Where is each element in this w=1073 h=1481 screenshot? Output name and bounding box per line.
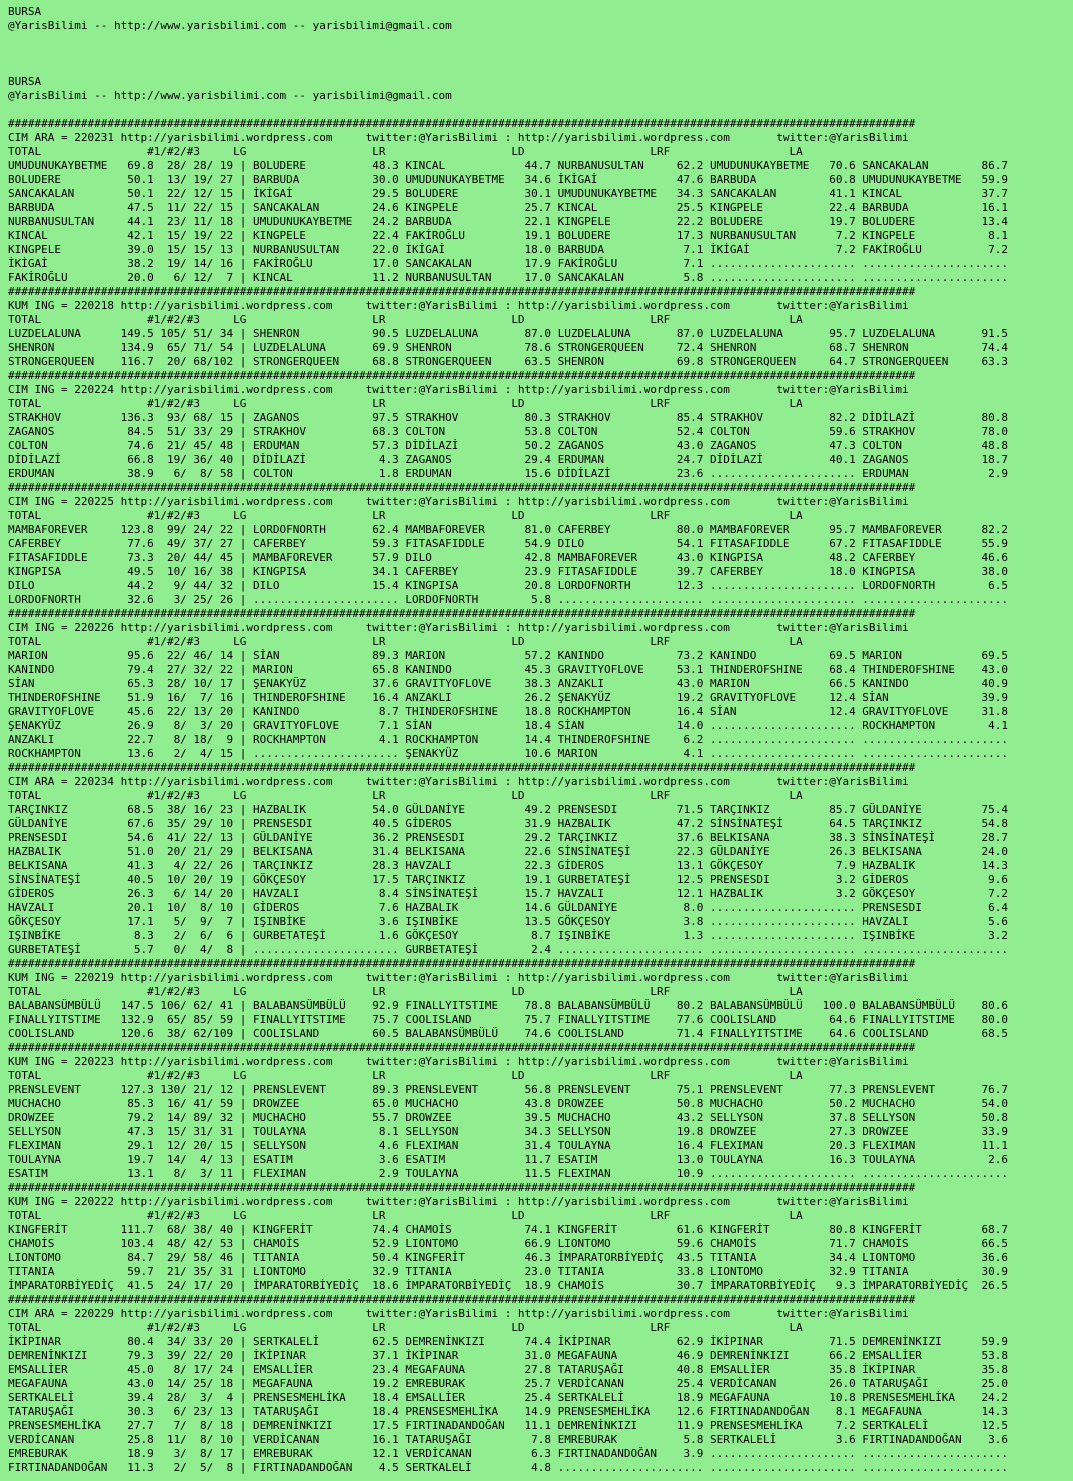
- text-line: #########################################################################################################################################: [8, 1041, 916, 1054]
- text-line: BARBUDA 47.5 11/ 22/ 15 | SANCAKALAN 24.6 KINGPELE 25.7 KINCAL 25.5 KINGPELE 22.4 BARBUDA 16.1: [8, 201, 1009, 214]
- text-line: ERDUMAN 38.9 6/ 8/ 58 | COLTON 1.8 ERDUMAN 15.6 DİDİLAZİ 23.6 ...................... ERDUMAN 2.9: [8, 467, 1009, 480]
- text-line: [8, 61, 1073, 75]
- text-line: TOTAL #1/#2/#3 LG LR LD LRF LA: [8, 1321, 803, 1334]
- text-line: EMSALLİER 45.0 8/ 17/ 24 | EMSALLİER 23.4 MEGAFAUNA 27.8 TATARUŞAĞI 40.8 EMSALLİER 35.8 İKİPINAR 35.8: [8, 1363, 1009, 1376]
- text-line: GÜLDANİYE 67.6 35/ 29/ 10 | PRENSESDI 40.5 GİDEROS 31.9 HAZBALIK 47.2 SİNSİNATEŞİ 64.5 TARÇINKIZ 54.8: [8, 817, 1009, 830]
- text-line: ZAGANOS 84.5 51/ 33/ 29 | STRAKHOV 68.3 COLTON 53.8 COLTON 52.4 COLTON 59.6 STRAKHOV 78.0: [8, 425, 1009, 438]
- text-line: SELLYSON 47.3 15/ 31/ 31 | TOULAYNA 8.1 SELLYSON 34.3 SELLYSON 19.8 DROWZEE 27.3 DROWZEE 33.9: [8, 1125, 1009, 1138]
- text-line: THINDEROFSHINE 51.9 16/ 7/ 16 | THINDEROFSHINE 16.4 ANZAKLI 26.2 ŞENAKYÜZ 19.2 GRAVITYOFLOVE 12.4 SİAN 39.9: [8, 691, 1009, 704]
- text-line: İMPARATORBİYEDİÇ 41.5 24/ 17/ 20 | İMPARATORBİYEDİÇ 18.6 İMPARATORBİYEDİÇ 18.9 CHAMOİS 30.7 İMPARATORBİYEDİÇ 9.3 İMPARATORBİYEDİÇ 26.5: [8, 1279, 1009, 1292]
- text-line: @YarisBilimi -- http://www.yarisbilimi.com -- yarisbilimi@gmail.com: [8, 19, 452, 32]
- text-line: KINGPISA 49.5 10/ 16/ 38 | KINGPISA 34.1 CAFERBEY 23.9 FITASAFIDDLE 39.7 CAFERBEY 18.0 KINGPISA 38.0: [8, 565, 1009, 578]
- text-line: LIONTOMO 84.7 29/ 58/ 46 | TITANIA 50.4 KINGFERİT 46.3 İMPARATORBİYEDİÇ 43.5 TITANIA 34.4 LIONTOMO 36.6: [8, 1251, 1009, 1264]
- text-line: FINALLYITSTIME 132.9 65/ 85/ 59 | FINALLYITSTIME 75.7 COOLISLAND 75.7 FINALLYITSTIME 77.6 COOLISLAND 64.6 FINALLYITSTIME 80.0: [8, 1013, 1009, 1026]
- text-line: STRONGERQUEEN 116.7 20/ 68/102 | STRONGERQUEEN 68.8 STRONGERQUEEN 63.5 SHENRON 69.8 STRONGERQUEEN 64.7 STRONGERQUEEN 63.3: [8, 355, 1009, 368]
- text-line: EMREBURAK 18.9 3/ 8/ 17 | EMREBURAK 12.1 VERDİCANAN 6.3 FIRTINADANDOĞAN 3.9 ...................... ......................: [8, 1447, 1009, 1460]
- text-line: FAKİROĞLU 20.0 6/ 12/ 7 | KINCAL 11.2 NURBANUSULTAN 17.0 SANCAKALAN 5.8 ...................... ......................: [8, 271, 1009, 284]
- text-line: HAZBALIK 51.0 20/ 21/ 29 | BELKISANA 31.4 BELKISANA 22.6 SİNSİNATEŞİ 22.3 GÜLDANİYE 26.3 BELKISANA 24.0: [8, 845, 1009, 858]
- text-line: KANINDO 79.4 27/ 32/ 22 | MARION 65.8 KANINDO 45.3 GRAVITYOFLOVE 53.1 THINDEROFSHINE 68.4 THINDEROFSHINE 43.0: [8, 663, 1009, 676]
- text-line: TOULAYNA 19.7 14/ 4/ 13 | ESATIM 3.6 ESATIM 11.7 ESATIM 13.0 TOULAYNA 16.3 TOULAYNA 2.6: [8, 1153, 1009, 1166]
- text-line: LUZDELALUNA 149.5 105/ 51/ 34 | SHENRON 90.5 LUZDELALUNA 87.0 LUZDELALUNA 87.0 LUZDELALUNA 95.7 LUZDELALUNA 91.5: [8, 327, 1009, 340]
- text-line: ESATIM 13.1 8/ 3/ 11 | FLEXIMAN 2.9 TOULAYNA 11.5 FLEXIMAN 10.9 ...................... ......................: [8, 1167, 1009, 1180]
- text-line: GÖKÇESOY 17.1 5/ 9/ 7 | IŞINBİKE 3.6 IŞINBİKE 13.5 GÖKÇESOY 3.8 ...................... HAVZALI 5.6: [8, 915, 1009, 928]
- text-line: HAVZALI 20.1 10/ 8/ 10 | GİDEROS 7.6 HAZBALIK 14.6 GÜLDANİYE 8.0 ...................... PRENSESDI 6.4: [8, 901, 1009, 914]
- text-line: PRENSESMEHLİKA 27.7 7/ 8/ 18 | DEMRENİNKIZI 17.5 FIRTINADANDOĞAN 11.1 DEMRENİNKIZI 11.9 PRENSESMEHLİKA 7.2 SERTKALELİ 12.5: [8, 1419, 1009, 1432]
- text-line: ŞENAKYÜZ 26.9 8/ 3/ 20 | GRAVITYOFLOVE 7.1 SİAN 18.4 SİAN 14.0 ...................... ROCKHAMPTON 4.1: [8, 719, 1009, 732]
- text-line: BURSA: [8, 75, 42, 88]
- text-line: SERTKALELİ 39.4 28/ 3/ 4 | PRENSESMEHLİKA 18.4 EMSALLİER 25.4 SERTKALELİ 18.9 MEGAFAUNA 10.8 PRENSESMEHLİKA 24.2: [8, 1391, 1009, 1404]
- text-line: TOTAL #1/#2/#3 LG LR LD LRF LA: [8, 789, 803, 802]
- text-line: KUM ING = 220223 http://yarisbilimi.wordpress.com twitter:@YarisBilimi : http://yarisbilimi.wordpress.com twitter:@YarisBilimi: [8, 1055, 909, 1068]
- text-line: GURBETATEŞİ 5.7 0/ 4/ 8 | ...................... GURBETATEŞİ 2.4 ...................... ...................... ......................: [8, 943, 1009, 956]
- text-line: DILO 44.2 9/ 44/ 32 | DILO 15.4 KINGPISA 20.8 LORDOFNORTH 12.3 ...................... LORDOFNORTH 6.5: [8, 579, 1009, 592]
- text-line: PRENSESDI 54.6 41/ 22/ 13 | GÜLDANİYE 36.2 PRENSESDI 29.2 TARÇINKIZ 37.6 BELKISANA 38.3 SİNSİNATEŞİ 28.7: [8, 831, 1009, 844]
- text-line: UMUDUNUKAYBETME 69.8 28/ 28/ 19 | BOLUDERE 48.3 KINCAL 44.7 NURBANUSULTAN 62.2 UMUDUNUKAYBETME 70.6 SANCAKALAN 86.7: [8, 159, 1009, 172]
- text-line: KINGPELE 39.0 15/ 15/ 13 | NURBANUSULTAN 22.0 İKİGAİ 18.0 BARBUDA 7.1 İKİGAİ 7.2 FAKİROĞLU 7.2: [8, 243, 1009, 256]
- text-line: #########################################################################################################################################: [8, 607, 916, 620]
- text-line: TOTAL #1/#2/#3 LG LR LD LRF LA: [8, 985, 803, 998]
- text-line: MAMBAFOREVER 123.8 99/ 24/ 22 | LORDOFNORTH 62.4 MAMBAFOREVER 81.0 CAFERBEY 80.0 MAMBAFOREVER 95.7 MAMBAFOREVER 82.2: [8, 523, 1009, 536]
- text-line: TOTAL #1/#2/#3 LG LR LD LRF LA: [8, 145, 803, 158]
- text-line: #########################################################################################################################################: [8, 761, 916, 774]
- text-line: LORDOFNORTH 32.6 3/ 25/ 26 | ...................... LORDOFNORTH 5.8 ...................... ...................... ......................: [8, 593, 1009, 606]
- text-line: IŞINBİKE 8.3 2/ 6/ 6 | GURBETATEŞİ 1.6 GÖKÇESOY 8.7 IŞINBİKE 1.3 ...................... IŞINBİKE 3.2: [8, 929, 1009, 942]
- text-line: #########################################################################################################################################: [8, 117, 916, 130]
- text-line: KUM ING = 220222 http://yarisbilimi.wordpress.com twitter:@YarisBilimi : http://yarisbilimi.wordpress.com twitter:@YarisBilimi: [8, 1195, 909, 1208]
- text-line: CIM ARA = 220231 http://yarisbilimi.wordpress.com twitter:@YarisBilimi : http://yarisbilimi.wordpress.com twitter:@YarisBilimi: [8, 131, 909, 144]
- text-line: SANCAKALAN 50.1 22/ 12/ 15 | İKİGAİ 29.5 BOLUDERE 30.1 UMUDUNUKAYBETME 34.3 SANCAKALAN 41.1 KINCAL 37.7: [8, 187, 1009, 200]
- text-line: CIM ING = 220225 http://yarisbilimi.wordpress.com twitter:@YarisBilimi : http://yarisbilimi.wordpress.com twitter:@YarisBilimi: [8, 495, 909, 508]
- text-line: İKİGAİ 38.2 19/ 14/ 16 | FAKİROĞLU 17.0 SANCAKALAN 17.9 FAKİROĞLU 7.1 ...................... ......................: [8, 257, 1009, 270]
- text-line: TOTAL #1/#2/#3 LG LR LD LRF LA: [8, 397, 803, 410]
- text-line: @YarisBilimi -- http://www.yarisbilimi.com -- yarisbilimi@gmail.com: [8, 89, 452, 102]
- text-line: COOLISLAND 120.6 38/ 62/109 | COOLISLAND 60.5 BALABANSÜMBÜLÜ 74.6 COOLISLAND 71.4 FINALLYITSTIME 64.6 COOLISLAND 68.5: [8, 1027, 1009, 1040]
- text-line: TATARUŞAĞI 30.3 6/ 23/ 13 | TATARUŞAĞI 18.4 PRENSESMEHLİKA 14.9 PRENSESMEHLİKA 12.6 FIRTINADANDOĞAN 8.1 MEGAFAUNA 14.3: [8, 1405, 1009, 1418]
- text-line: KINCAL 42.1 15/ 19/ 22 | KINGPELE 22.4 FAKİROĞLU 19.1 BOLUDERE 17.3 NURBANUSULTAN 7.2 KINGPELE 8.1: [8, 229, 1009, 242]
- text-line: CAFERBEY 77.6 49/ 37/ 27 | CAFERBEY 59.3 FITASAFIDDLE 54.9 DILO 54.1 FITASAFIDDLE 67.2 FITASAFIDDLE 55.9: [8, 537, 1009, 550]
- text-line: TOTAL #1/#2/#3 LG LR LD LRF LA: [8, 1069, 803, 1082]
- text-line: SİNSİNATEŞİ 40.5 10/ 20/ 19 | GÖKÇESOY 17.5 TARÇINKIZ 19.1 GURBETATEŞİ 12.5 PRENSESDI 3.2 GİDEROS 9.6: [8, 873, 1009, 886]
- text-line: KUM ING = 220218 http://yarisbilimi.wordpress.com twitter:@YarisBilimi : http://yarisbilimi.wordpress.com twitter:@YarisBilimi: [8, 299, 909, 312]
- text-line: CIM ING = 220224 http://yarisbilimi.wordpress.com twitter:@YarisBilimi : http://yarisbilimi.wordpress.com twitter:@YarisBilimi: [8, 383, 909, 396]
- text-line: [8, 33, 1073, 47]
- text-line: BALABANSÜMBÜLÜ 147.5 106/ 62/ 41 | BALABANSÜMBÜLÜ 92.9 FINALLYITSTIME 78.8 BALABANSÜMBÜLÜ 80.2 BALABANSÜMBÜLÜ 100.0 BALABANSÜMBÜLÜ 80.6: [8, 999, 1009, 1012]
- text-line: İKİPINAR 80.4 34/ 33/ 20 | SERTKALELİ 62.5 DEMRENİNKIZI 74.4 İKİPINAR 62.9 İKİPINAR 71.5 DEMRENİNKIZI 59.9: [8, 1335, 1009, 1348]
- text-line: CIM ARA = 220234 http://yarisbilimi.wordpress.com twitter:@YarisBilimi : http://yarisbilimi.wordpress.com twitter:@YarisBilimi: [8, 775, 909, 788]
- text-line: MARION 95.6 22/ 46/ 14 | SİAN 89.3 MARION 57.2 KANINDO 73.2 KANINDO 69.5 MARION 69.5: [8, 649, 1009, 662]
- text-line: VERDİCANAN 25.8 11/ 8/ 10 | VERDİCANAN 16.1 TATARUŞAĞI 7.8 EMREBURAK 5.8 SERTKALELİ 3.6 FIRTINADANDOĞAN 3.6: [8, 1433, 1009, 1446]
- text-line: BELKISANA 41.3 4/ 22/ 26 | TARÇINKIZ 28.3 HAVZALI 22.3 GİDEROS 13.1 GÖKÇESOY 7.9 HAZBALIK 14.3: [8, 859, 1009, 872]
- text-line: #########################################################################################################################################: [8, 1293, 916, 1306]
- text-line: SHENRON 134.9 65/ 71/ 54 | LUZDELALUNA 69.9 SHENRON 78.6 STRONGERQUEEN 72.4 SHENRON 68.7 SHENRON 74.4: [8, 341, 1009, 354]
- text-line: GRAVITYOFLOVE 45.6 22/ 13/ 20 | KANINDO 8.7 THINDEROFSHINE 18.8 ROCKHAMPTON 16.4 SİAN 12.4 GRAVITYOFLOVE 31.8: [8, 705, 1009, 718]
- text-line: TOTAL #1/#2/#3 LG LR LD LRF LA: [8, 313, 803, 326]
- text-line: #########################################################################################################################################: [8, 369, 916, 382]
- text-line: COLTON 74.6 21/ 45/ 48 | ERDUMAN 57.3 DİDİLAZİ 50.2 ZAGANOS 43.0 ZAGANOS 47.3 COLTON 48.8: [8, 439, 1009, 452]
- text-line: [8, 47, 1073, 61]
- text-line: ROCKHAMPTON 13.6 2/ 4/ 15 | ...................... ŞENAKYÜZ 10.6 MARION 4.1 ...................... ......................: [8, 747, 1009, 760]
- text-line: KINGFERİT 111.7 68/ 38/ 40 | KINGFERİT 74.4 CHAMOİS 74.1 KINGFERİT 61.6 KINGFERİT 80.8 KINGFERİT 68.7: [8, 1223, 1009, 1236]
- text-line: ANZAKLI 22.7 8/ 18/ 9 | ROCKHAMPTON 4.1 ROCKHAMPTON 14.4 THINDEROFSHINE 6.2 ...................... ......................: [8, 733, 1009, 746]
- text-line: #########################################################################################################################################: [8, 957, 916, 970]
- text-line: FIRTINADANDOĞAN 11.3 2/ 5/ 8 | FIRTINADANDOĞAN 4.5 SERTKALELİ 4.8 ...................... ...................... ......................: [8, 1461, 1009, 1474]
- text-line: NURBANUSULTAN 44.1 23/ 11/ 18 | UMUDUNUKAYBETME 24.2 BARBUDA 22.1 KINGPELE 22.2 BOLUDERE 19.7 BOLUDERE 13.4: [8, 215, 1009, 228]
- text-line: CIM ING = 220226 http://yarisbilimi.wordpress.com twitter:@YarisBilimi : http://yarisbilimi.wordpress.com twitter:@YarisBilimi: [8, 621, 909, 634]
- text-line: TOTAL #1/#2/#3 LG LR LD LRF LA: [8, 635, 803, 648]
- text-line: TITANIA 59.7 21/ 35/ 31 | LIONTOMO 32.9 TITANIA 23.0 TITANIA 33.8 LIONTOMO 32.9 TITANIA 30.9: [8, 1265, 1009, 1278]
- text-line: CIM ARA = 220229 http://yarisbilimi.wordpress.com twitter:@YarisBilimi : http://yarisbilimi.wordpress.com twitter:@YarisBilimi: [8, 1307, 909, 1320]
- text-line: MUCHACHO 85.3 16/ 41/ 59 | DROWZEE 65.0 MUCHACHO 43.8 DROWZEE 50.8 MUCHACHO 50.2 MUCHACHO 54.0: [8, 1097, 1009, 1110]
- text-line: TARÇINKIZ 68.5 38/ 16/ 23 | HAZBALIK 54.0 GÜLDANİYE 49.2 PRENSESDI 71.5 TARÇINKIZ 85.7 GÜLDANİYE 75.4: [8, 803, 1009, 816]
- text-line: FLEXIMAN 29.1 12/ 20/ 15 | SELLYSON 4.6 FLEXIMAN 31.4 TOULAYNA 16.4 FLEXIMAN 20.3 FLEXIMAN 11.1: [8, 1139, 1009, 1152]
- text-line: #########################################################################################################################################: [8, 285, 916, 298]
- text-line: TOTAL #1/#2/#3 LG LR LD LRF LA: [8, 509, 803, 522]
- text-line: DEMRENİNKIZI 79.3 39/ 22/ 20 | İKİPINAR 37.1 İKİPINAR 31.0 MEGAFAUNA 46.9 DEMRENİNKIZI 66.2 EMSALLİER 53.8: [8, 1349, 1009, 1362]
- text-line: PRENSLEVENT 127.3 130/ 21/ 12 | PRENSLEVENT 89.3 PRENSLEVENT 56.8 PRENSLEVENT 75.1 PRENSLEVENT 77.3 PRENSLEVENT 76.7: [8, 1083, 1009, 1096]
- text-line: BOLUDERE 50.1 13/ 19/ 27 | BARBUDA 30.0 UMUDUNUKAYBETME 34.6 İKİGAİ 47.6 BARBUDA 60.8 UMUDUNUKAYBETME 59.9: [8, 173, 1009, 186]
- text-line: #########################################################################################################################################: [8, 481, 916, 494]
- text-line: GİDEROS 26.3 6/ 14/ 20 | HAVZALI 8.4 SİNSİNATEŞİ 15.7 HAVZALI 12.1 HAZBALIK 3.2 GÖKÇESOY 7.2: [8, 887, 1009, 900]
- text-line: #########################################################################################################################################: [8, 1181, 916, 1194]
- text-line: MEGAFAUNA 43.0 14/ 25/ 18 | MEGAFAUNA 19.2 EMREBURAK 25.7 VERDİCANAN 25.4 VERDİCANAN 26.0 TATARUŞAĞI 25.0: [8, 1377, 1009, 1390]
- text-line: [8, 103, 1073, 117]
- text-line: SİAN 65.3 28/ 10/ 17 | ŞENAKYÜZ 37.6 GRAVITYOFLOVE 38.3 ANZAKLI 43.0 MARION 66.5 KANINDO 40.9: [8, 677, 1009, 690]
- text-line: DROWZEE 79.2 14/ 89/ 32 | MUCHACHO 55.7 DROWZEE 39.5 MUCHACHO 43.2 SELLYSON 37.8 SELLYSON 50.8: [8, 1111, 1009, 1124]
- text-line: DİDİLAZİ 66.8 19/ 36/ 40 | DİDİLAZİ 4.3 ZAGANOS 29.4 ERDUMAN 24.7 DİDİLAZİ 40.1 ZAGANOS 18.7: [8, 453, 1009, 466]
- text-line: CHAMOİS 103.4 48/ 42/ 53 | CHAMOİS 52.9 LIONTOMO 66.9 LIONTOMO 59.6 CHAMOİS 71.7 CHAMOİS 66.5: [8, 1237, 1009, 1250]
- text-line: BURSA: [8, 5, 42, 18]
- text-line: FITASAFIDDLE 73.3 20/ 44/ 45 | MAMBAFOREVER 57.9 DILO 42.8 MAMBAFOREVER 43.0 KINGPISA 48.2 CAFERBEY 46.6: [8, 551, 1009, 564]
- text-line: KUM ING = 220219 http://yarisbilimi.wordpress.com twitter:@YarisBilimi : http://yarisbilimi.wordpress.com twitter:@YarisBilimi: [8, 971, 909, 984]
- text-line: TOTAL #1/#2/#3 LG LR LD LRF LA: [8, 1209, 803, 1222]
- text-line: STRAKHOV 136.3 93/ 68/ 15 | ZAGANOS 97.5 STRAKHOV 80.3 STRAKHOV 85.4 STRAKHOV 82.2 DİDİLAZİ 80.8: [8, 411, 1009, 424]
